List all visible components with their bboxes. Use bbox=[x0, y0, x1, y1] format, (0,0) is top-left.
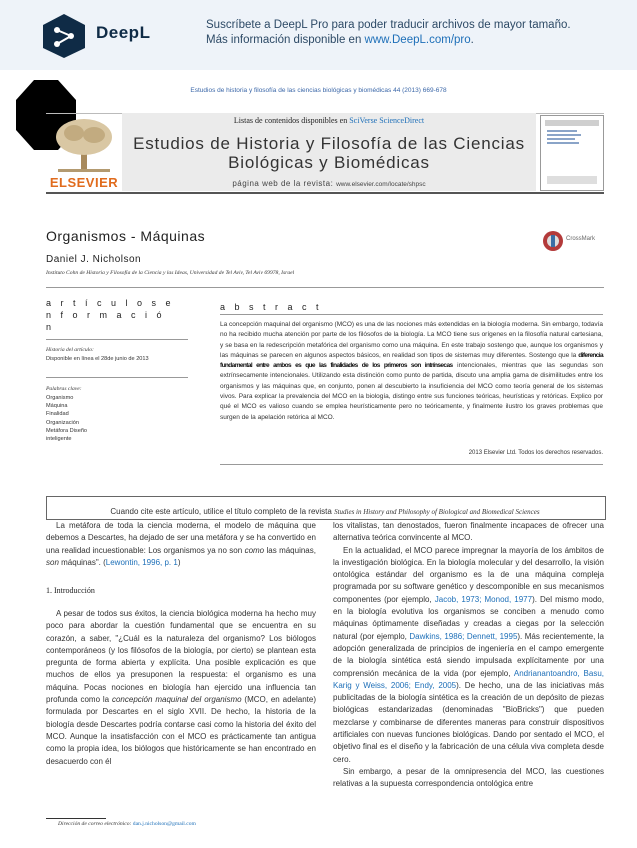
introduction-body bbox=[46, 608, 316, 768]
abstract-text-start: La concepción maquinal del organismo (MCO) es una de las nociones más extendidas en la biología moderna. Sin embargo, todavía no ha recibido mucha atención por parte de los filósofos de la biología. La MCO tiene sus orígenes en la filosofía natural cartesiana, y se basa en la redescripción metafórica del organismo como una máquina. En este trabajo sostengo que, aunque los organismos y las máquinas se parecen en algunos aspectos básicos, en realidad son tipos de sistemas muy diferentes. Sostengo que la bbox=[220, 321, 604, 359]
article-info-heading bbox=[46, 297, 206, 333]
journal-homepage bbox=[122, 179, 536, 188]
intro-text-2: (MCO, en adelante) formulada por Descartes en el siglo XVII. De hecho, la historia de la biología desde Descartes podría contarse casi como la historia del éxito del MCO. Aunque la insatisfacción con el MCO es prácticamente tan antigua como la propia idea, los biólogos que históricamente se han encontrado en desacuerdo con él bbox=[46, 695, 316, 766]
footnote-label: Dirección de correo electrónico: bbox=[58, 821, 133, 827]
journal-title bbox=[122, 134, 536, 172]
author-email-link[interactable]: dan.j.nicholson@gmail.com bbox=[132, 821, 196, 827]
abstract-body bbox=[220, 320, 603, 423]
right-paragraph-2 bbox=[333, 545, 604, 766]
history-label: Historia del artículo: bbox=[46, 347, 94, 353]
synthetic-biology-citation-link[interactable]: Andrianantoandro, Basu, Karig y Weiss, 2006; Endy, 2005 bbox=[333, 668, 604, 690]
citation-note bbox=[46, 507, 604, 516]
footnote-rule bbox=[46, 818, 106, 819]
deepl-brand[interactable]: DeepL bbox=[96, 23, 151, 42]
keywords-list bbox=[46, 394, 87, 443]
deepl-pro-link[interactable]: www.DeepL.com/pro bbox=[364, 34, 471, 46]
journal-reference[interactable]: Estudios de historia y filosofía de las ciencias biológicas y biomédicas 44 (2013) 669-678 bbox=[190, 87, 447, 94]
keyword: inteligente bbox=[46, 436, 72, 443]
right-paragraph-1: los vitalistas, tan denostados, fueron finalmente incapaces de ofrecer una alternativa teórica convincente al MCO. bbox=[333, 521, 604, 543]
keyword: Organización bbox=[46, 419, 79, 426]
article-author: Daniel J. Nicholson bbox=[46, 254, 142, 265]
header-divider bbox=[46, 287, 604, 288]
introduction-heading: 1. Introducción bbox=[46, 586, 95, 595]
footnote bbox=[58, 821, 196, 827]
history-value: Disponible en línea el 28de junio de 2013 bbox=[46, 356, 149, 362]
keyword: Organismo bbox=[46, 395, 74, 401]
right-paragraph-3: Sin embargo, a pesar de la omnipresencia del MCO, las cuestiones relativas a la supuesta correspondencia ontológica entre bbox=[333, 766, 604, 789]
citation-text: Cuando cite este artículo, utilice el título completo de la revista bbox=[110, 507, 335, 516]
banner-line-2-suffix: . bbox=[470, 34, 474, 46]
banner-line-1: Suscríbete a DeepL Pro para poder traducir archivos de mayor tamaño. bbox=[206, 19, 571, 31]
abstract-text-garbled: diferencia fundamental entre ambos es que las finalidades de los primeros son intrínsecas bbox=[220, 351, 603, 370]
intro-italic: concepción maquinal del organismo bbox=[111, 695, 242, 705]
article-info-heading-line-2: n f o r m a c i ó bbox=[46, 310, 166, 320]
keywords-label: Palabras clave: bbox=[46, 386, 82, 392]
article-title: Organismos - Máquinas bbox=[46, 228, 206, 244]
epigraph-italic-1: como bbox=[244, 545, 265, 555]
right-text-b: ). Del mismo modo, en la biología evolutiva los organismos se conciben a menudo como máquinas óptimamente diseñadas y creadas a ciegas por la selección natural (por ejemplo, bbox=[333, 594, 604, 641]
contents-available bbox=[122, 116, 536, 125]
elsevier-wordmark: ELSEVIER bbox=[49, 175, 119, 190]
epigraph-paragraph bbox=[46, 520, 316, 569]
epigraph-text-2: las máquinas, bbox=[264, 545, 316, 555]
right-text-d: ). De hecho, una de las iniciativas más publicitadas de la biología sintética es la creación de un depósito de piezas biológicas estandarizadas (denominadas "BioBricks") que pueden mezclarse y combinarse de diferentes maneras para construir dispositivos artificiales con nuevas funciones biológicas. Dando por sentado el MCO, el objetivo final es el diseño y la fabricación de una célula viva completa desde cero. bbox=[333, 680, 604, 764]
keyword: Metáfora Diseño bbox=[46, 427, 88, 434]
right-text-a: En la actualidad, el MCO parece impregnar la mayoría de los ámbitos de la investigación biológica. En la biología molecular y del desarrollo, la visión ontológica estándar del organismo es la de una máquina compleja programada por su software genético y descomponible en sus mecanismos componentes (por ejemplo, bbox=[333, 545, 604, 604]
right-column bbox=[333, 520, 604, 791]
elsevier-tree-logo-icon bbox=[50, 115, 118, 175]
abstract-heading: a b s t r a c t bbox=[220, 302, 323, 312]
keyword: Máquina bbox=[46, 403, 68, 410]
right-text-c: ). Más recientemente, la adopción generalizada de principios de ingeniería en el campo emergente de la biología sintética está siendo impulsada explícitamente por una comprensión mecánica de la vida (por ejemplo, bbox=[333, 631, 605, 678]
abstract-divider bbox=[220, 314, 603, 315]
homepage-label: página web de la revista: bbox=[232, 179, 337, 188]
sciencedirect-link[interactable]: SciVerse ScienceDirect bbox=[349, 116, 425, 125]
journal-title-line-1: Estudios de Historia y Filosofía de las Ciencias bbox=[133, 134, 525, 153]
homepage-url[interactable]: www.elsevier.com/locate/shpsc bbox=[336, 181, 426, 188]
article-info-divider bbox=[46, 339, 188, 340]
author-affiliation: Instituto Cohn de Historia y Filosofía de la Ciencia y las Ideas, Universidad de Tel Aviv, Tel Aviv 69978, Israel bbox=[46, 270, 295, 276]
contents-prefix: Listas de contenidos disponibles en bbox=[233, 116, 350, 125]
epigraph-text-1: La metáfora de toda la ciencia moderna, el modelo de máquina que debemos a Descartes, ha dejado de ser una metáfora y se ha convertido en una realidad incuestionable: Los organismos ya no son bbox=[46, 521, 316, 555]
epigraph-text-3: máquinas". ( bbox=[58, 557, 106, 567]
introduction-paragraph bbox=[46, 608, 316, 768]
deepl-logo-icon[interactable] bbox=[38, 12, 90, 60]
banner-line-2 bbox=[206, 34, 474, 46]
keyword: Finalidad bbox=[46, 411, 69, 418]
journal-title-line-2: Biológicas y Biomédicas bbox=[228, 153, 430, 172]
journal-cover-icon bbox=[540, 115, 604, 191]
crossmark-label[interactable]: CrossMark bbox=[566, 236, 596, 242]
banner-line-2-prefix: Más información disponible en bbox=[206, 34, 365, 46]
epigraph-text-4: ) bbox=[177, 557, 181, 567]
left-column bbox=[46, 520, 316, 569]
abstract-bottom-divider bbox=[220, 464, 603, 465]
lewontin-citation-link[interactable]: Lewontin, 1996, p. 1 bbox=[105, 557, 178, 567]
article-info-heading-line-1: a r t í c u l o s e bbox=[46, 298, 175, 308]
epigraph-italic-2: son bbox=[46, 557, 59, 567]
jacob-monod-citation-link[interactable]: Jacob, 1973; Monod, 1977 bbox=[434, 594, 533, 604]
copyright: 2013 Elsevier Ltd. Todos los derechos reservados. bbox=[468, 450, 603, 456]
citation-journal: Studies in History and Philosophy of Biological and Biomedical Sciences bbox=[334, 508, 540, 516]
history-divider bbox=[46, 377, 188, 378]
dawkins-dennett-citation-link[interactable]: Dawkins, 1986; Dennett, 1995 bbox=[409, 631, 518, 641]
article-info-heading-line-3: n bbox=[46, 322, 55, 332]
intro-text-1: A pesar de todos sus éxitos, la ciencia biológica moderna ha hecho muy poco para abordar la cuestión fundamental que se encuentra en su corazón, a saber, "¿Cuál es la naturaleza del organismo? Los biólogos contemporáneos (y los filósofos de la biología, por cierto) se plantean esta pregunta de forma abierta y explícita. Una posible explicación es que muchos de ellos ya presuponen la respuesta: el organismo es una máquina. Pocas nociones en biología han ejercido una influencia tan profunda como la bbox=[46, 609, 316, 705]
abstract-text-end: intencionales, mientras que las segundas son extrínsecamente intencionales. Utilizando esta distinción como punto de partida, discuto una amplia gama de disimilitudes entre los organismos y las máquinas que, en conjunto, ponen al descubierto la insuficiencia del MCO como teoría general de los sistemas vivos. Para explicar la prevalencia del MCO en la biología, distingo entre sus funciones teóricas, heurísticas y retóricas. Explico por qué el MCO es valioso cuando se emplea heurísticamente pero no teóricamente, y finalmente ilustro los graves problemas que surgen de la apelación retórica al MCO. bbox=[220, 362, 603, 421]
